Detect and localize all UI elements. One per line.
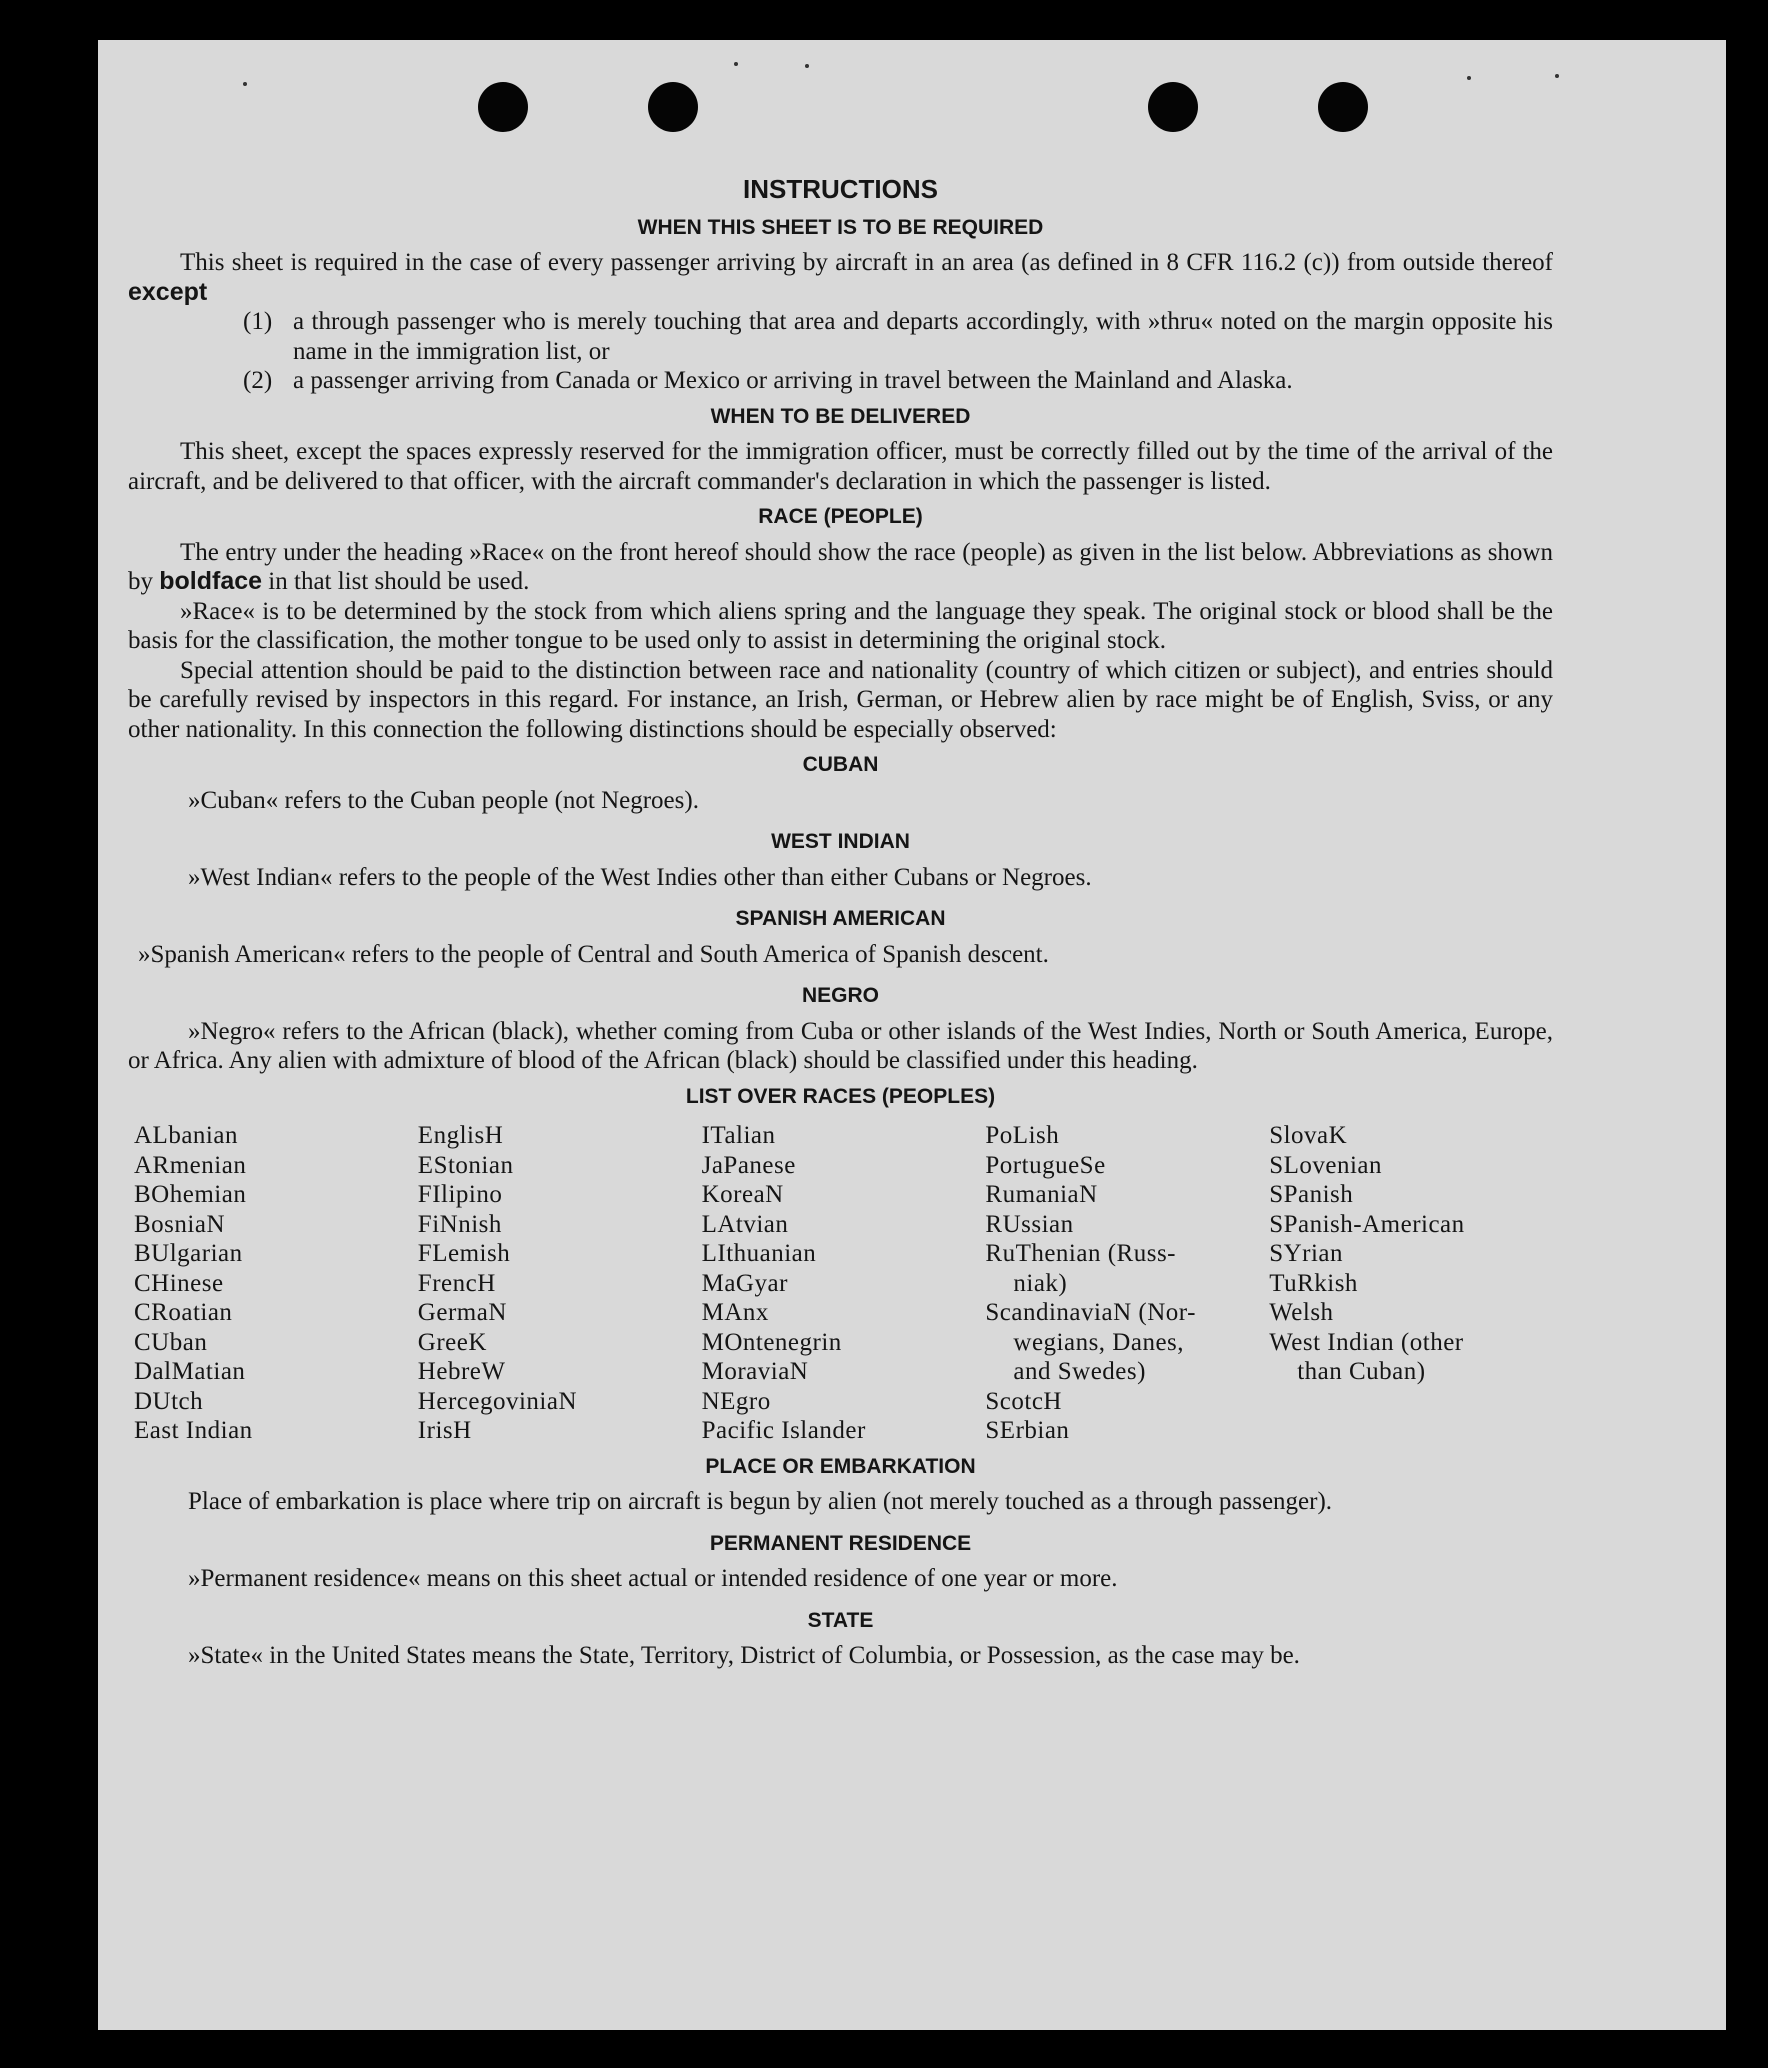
race-entry: MAnx: [701, 1299, 769, 1326]
race-entry: TuRkish: [1269, 1269, 1358, 1297]
paragraph: »Permanent residence« means on this sheet actual or intended residence of one year or more.: [188, 1565, 1118, 1592]
race-entry: CRoatian: [134, 1299, 233, 1326]
race-entry: EnglisH: [417, 1122, 504, 1149]
race-entry-continuation: than Cuban): [1297, 1358, 1426, 1385]
race-entry: SPanish-American: [1269, 1210, 1465, 1238]
race-entry: NEgro: [701, 1387, 771, 1415]
race-entry: KoreaN: [701, 1181, 784, 1208]
race-entry: SErbian: [985, 1417, 1070, 1444]
section-heading: SPANISH AMERICAN: [735, 907, 946, 930]
race-entry: BosniaN: [134, 1210, 225, 1238]
list-item: [243, 366, 1553, 396]
speck: [805, 64, 809, 68]
race-entry-continuation: wegians, Danes,: [1013, 1328, 1185, 1356]
race-entry: RumaniaN: [985, 1181, 1098, 1208]
race-entry: ALbanian: [134, 1122, 238, 1149]
paragraph: »Spanish American« refers to the people of Central and South America of Spanish descent.: [138, 940, 1049, 968]
speck: [734, 62, 738, 66]
section-heading: WHEN TO BE DELIVERED: [710, 404, 971, 428]
race-entry: RUssian: [985, 1210, 1074, 1238]
race-entry: BOhemian: [134, 1181, 247, 1208]
race-entry: LAtvian: [701, 1210, 789, 1238]
race-entry: Welsh: [1269, 1299, 1334, 1326]
section-heading: RACE (PEOPLE): [758, 505, 923, 528]
race-entry: LIthuanian: [701, 1240, 817, 1267]
race-entry: GreeK: [417, 1328, 487, 1356]
races-column: [1269, 1121, 1553, 1446]
paragraph-text: This sheet is required in the case of every passenger arriving by aircraft in an area (as defined in 8 CFR 116.2 (c)) from outside thereof: [180, 249, 1553, 276]
race-entry: SLovenian: [1269, 1151, 1383, 1179]
paragraph: »Cuban« refers to the Cuban people (not Negroes).: [188, 786, 699, 814]
race-entry: ITalian: [701, 1122, 776, 1149]
race-entry: HebreW: [417, 1358, 506, 1385]
section-heading: WHEN THIS SHEET IS TO BE REQUIRED: [637, 215, 1044, 239]
race-entry: SYrian: [1269, 1240, 1344, 1267]
paragraph: »Negro« refers to the African (black), whether coming from Cuba or other islands of the West Indies, North or South America, Europe, or Africa. Any alien with admixture of blood of the African (black) should be classified under this heading.: [128, 1017, 1553, 1074]
speck: [243, 82, 247, 86]
emphasis-text: except: [128, 277, 208, 306]
race-entry: PortugueSe: [985, 1151, 1106, 1179]
item-text: a passenger arriving from Canada or Mexico or arriving in travel between the Mainland and Alaska.: [293, 367, 1293, 394]
punch-hole: [1318, 82, 1368, 132]
race-entry: FrencH: [417, 1269, 496, 1297]
race-entry: East Indian: [134, 1417, 253, 1444]
race-entry-continuation: niak): [1013, 1269, 1068, 1297]
race-entry-continuation: and Swedes): [1013, 1358, 1146, 1385]
speck: [1467, 76, 1471, 80]
paragraph: »Race« is to be determined by the stock from which aliens spring and the language they speak. The original stock or blood shall be the basis for the classification, the mother tongue to be used only to assist in determining the original stock.: [128, 597, 1553, 654]
document-page: [98, 40, 1726, 2030]
race-entry: JaPanese: [701, 1151, 796, 1179]
race-entry: GermaN: [417, 1299, 507, 1326]
paragraph-text: in that list should be used.: [268, 568, 530, 595]
race-entry: FIlipino: [417, 1181, 503, 1208]
race-entry: DUtch: [134, 1387, 204, 1415]
race-entry: CHinese: [134, 1269, 224, 1297]
punch-hole: [478, 82, 528, 132]
paragraph: »State« in the United States means the State, Territory, District of Columbia, or Possession, as the case may be.: [188, 1642, 1300, 1669]
paragraph: Place of embarkation is place where trip on aircraft is begun by alien (not merely touched as a through passenger).: [188, 1488, 1333, 1515]
race-entry: ARmenian: [134, 1151, 247, 1179]
paragraph: »West Indian« refers to the people of the West Indies other than either Cubans or Negroes.: [188, 863, 1092, 891]
race-entry: EStonian: [417, 1151, 514, 1179]
races-column: [418, 1121, 702, 1446]
race-entry: MOntenegrin: [701, 1328, 842, 1356]
section-heading: CUBAN: [802, 753, 879, 776]
punch-hole: [648, 82, 698, 132]
instructions-content: [128, 175, 1553, 1671]
race-entry: SPanish: [1269, 1181, 1354, 1208]
race-entry: DalMatian: [134, 1358, 246, 1385]
section-heading: NEGRO: [801, 984, 879, 1007]
race-entry: ScotcH: [985, 1387, 1062, 1415]
paragraph: This sheet, except the spaces expressly reserved for the immigration officer, must be correctly filled out by the time of the arrival of the aircraft, and be delivered to that officer, with the aircraft commander's declaration in which the passenger is listed.: [128, 438, 1553, 495]
section-heading: WEST INDIAN: [771, 830, 910, 853]
race-entry: HercegoviniaN: [417, 1387, 578, 1415]
paragraph: [128, 248, 1553, 307]
speck: [1555, 74, 1559, 78]
races-column: [702, 1121, 986, 1446]
race-entry: MaGyar: [701, 1269, 788, 1297]
section-heading: PERMANENT RESIDENCE: [709, 1531, 972, 1555]
section-heading: STATE: [807, 1608, 874, 1632]
race-entry: RuThenian (Russ-: [985, 1240, 1177, 1267]
race-entry: PoLish: [985, 1122, 1060, 1149]
race-entry: Pacific Islander: [701, 1417, 866, 1444]
races-column: [985, 1121, 1269, 1446]
race-entry: IrisH: [417, 1417, 472, 1444]
paragraph: Special attention should be paid to the distinction between race and nationality (country of which citizen or subject), and entries should be carefully revised by inspectors in this regard. For instance, an Irish, German, or Hebrew alien by race might be of English, Sviss, or any other nationality. In this connection the following distinctions should be especially observed:: [128, 656, 1553, 743]
item-number: (2): [243, 367, 273, 394]
race-entry: SlovaK: [1269, 1122, 1348, 1149]
race-entry: CUban: [134, 1328, 208, 1356]
section-heading: PLACE OR EMBARKATION: [705, 1454, 976, 1478]
section-heading: LIST OVER RACES (PEOPLES): [685, 1084, 996, 1108]
paragraph-text: The entry under the heading »Race« on the front hereof should show the race (people) as given in the list below. Abbreviations as shown by: [128, 538, 1553, 595]
race-entry: FLemish: [417, 1240, 511, 1267]
paragraph: [128, 538, 1553, 597]
page-title: INSTRUCTIONS: [743, 174, 938, 204]
race-entry: BUlgarian: [134, 1240, 243, 1267]
item-number: (1): [243, 308, 273, 335]
emphasis-text: boldface: [159, 567, 263, 595]
list-item: [243, 307, 1553, 366]
punch-hole: [1148, 82, 1198, 132]
race-entry: FiNnish: [417, 1210, 502, 1238]
race-entry: MoraviaN: [701, 1358, 809, 1385]
race-entry: West Indian (other: [1269, 1328, 1464, 1356]
item-text: a through passenger who is merely touching that area and departs accordingly, with »thru« noted on the margin opposite his name in the immigration list, or: [293, 308, 1553, 365]
races-column: [134, 1121, 418, 1446]
race-entry: ScandinaviaN (Nor-: [985, 1299, 1196, 1326]
races-list: [134, 1121, 1553, 1446]
